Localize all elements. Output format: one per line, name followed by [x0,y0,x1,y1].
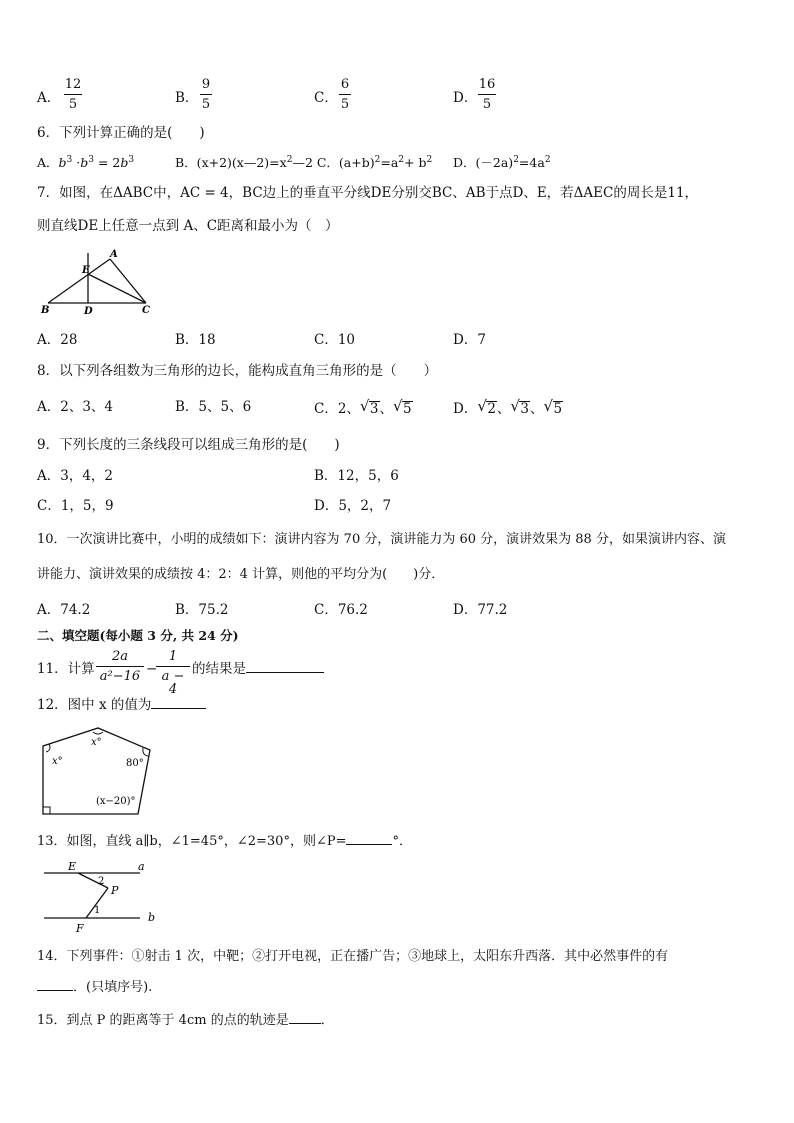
q5-option-d-label: D． [453,90,478,106]
numerator: 12 [64,77,82,92]
q8-option-d [453,401,563,417]
q6-options: A．$b^3 \cdot b^3 = 2b^3$ [37,155,135,170]
q6-option-c-tail: =a [380,155,399,170]
q10-option-a: A．74.2 [37,602,91,618]
q6-option-b-text: B．(x+2)(x—2)=x [175,155,287,170]
q11-fraction-1 [96,650,144,683]
angle-top-label: x° [91,737,102,748]
q5-option-b-label: B． [175,90,199,106]
q6-option-d: D．$(-2a)^2=4a^2$ [453,155,551,170]
q11-fraction-2 [156,650,190,696]
q10-option-c: C．76.2 [314,602,368,618]
vertex-b-label: B [41,305,50,316]
sqrt-3 [510,401,530,417]
q6-option-d-tail: =4a [518,155,545,170]
point-f-label: F [76,922,84,935]
numerator: 9 [201,77,211,92]
q15-stem: 15．到点 P 的距离等于 4cm 的点的轨迹是 [37,1013,289,1028]
q10-option-b: B．75.2 [175,602,229,618]
q12-pentagon-figure [38,724,158,820]
q11-minus: − [146,661,158,677]
separator: 、 [530,401,544,417]
q14-line1: 14．下列事件：①射击 1 次，中靶；②打开电视，正在播广告；③地球上，太阳东升西落．其中必然事件的有 [37,949,669,964]
q6-option-c-text: —2 C．(a+b) [292,155,375,170]
q5-option-c-label: C． [314,90,338,106]
section-2-title: 二、填空题(每小题 3 分, 共 24 分) [37,628,239,643]
q6-option-b-c: B．$(x+2)(x—2)=x^2—2$ C．$(a+b)^2=a^2+ b^2$ [175,155,433,170]
q7-option-c: C．10 [314,332,356,348]
q11-suffix-line [192,663,324,677]
denominator: 5 [68,97,78,112]
angle-right-label: 80° [126,758,144,769]
sqrt-3 [360,401,380,417]
denominator: 5 [340,97,350,112]
angle-bottom-label: (x−20)° [96,796,136,807]
q5-option-c-fraction [339,78,351,111]
point-p-label: P [111,884,119,897]
q13-stem-line [37,835,412,848]
q6-option-d-text: D．(－2a) [453,155,514,170]
q7-option-a: A．28 [37,332,78,348]
numerator: 16 [478,77,496,92]
q11-answer-blank[interactable] [246,671,324,673]
denominator: 5 [201,97,211,112]
denominator: 5 [482,97,492,112]
angle-1-label: 1 [94,905,101,916]
vertex-c-label: C [142,305,150,316]
denominator: a − 4 [161,669,185,697]
sqrt-5 [544,401,564,417]
separator: 、 [496,401,511,417]
q7-triangle-figure [38,247,158,317]
line-b-label: b [148,911,156,924]
vertex-a-label: A [110,249,118,260]
q8-option-a: A．2、3、4 [37,399,114,415]
q13-stem: 13．如图，直线 a∥b，∠1=45°，∠2=30°，则∠P= [37,834,347,849]
q13-suffix: °． [392,834,412,849]
q9-option-a: A．3，4，2 [37,468,114,484]
numerator: 1 [168,649,178,664]
sqrt-2 [477,401,497,417]
q12-stem: 12．图中 x 的值为 [37,697,152,713]
q9-option-b: B．12，5，6 [314,468,399,484]
line-a-label: a [138,860,145,873]
q15-answer-blank[interactable] [289,1022,321,1024]
angle-left-label: x° [52,756,63,767]
q14-line2: ．(只填序号). [73,980,153,995]
sqrt-5 [393,401,413,417]
q10-option-d: D．77.2 [453,602,508,618]
q9-option-c: C．1，5，9 [37,498,114,514]
q15-stem-line [37,1014,334,1027]
radicand: 5 [553,401,563,417]
radicand: 3 [369,401,379,417]
q9-stem: 9．下列长度的三条线段可以组成三角形的是( ) [37,437,340,453]
q13-parallel-lines-figure [40,855,165,935]
q8-option-c-prefix: C．2、 [314,401,360,417]
q12-answer-blank[interactable] [151,707,206,709]
q14-line2-wrap [37,981,152,994]
q6-stem: 6．下列计算正确的是( ) [37,125,205,141]
q5-option-a-label: A． [37,90,61,106]
q5-option-b-fraction [200,78,212,111]
q14-answer-blank[interactable] [37,989,73,991]
numerator: 2a [111,649,129,664]
vertex-e-label: E [82,265,90,276]
separator: 、 [379,401,394,417]
q13-answer-blank[interactable] [346,843,392,845]
q9-option-d: D．5，2，7 [314,498,392,514]
q10-line2: 讲能力、演讲效果的成绩按 4：2：4 计算，则他的平均分为( )分． [37,567,445,582]
radicand: 3 [520,401,530,417]
numerator: 6 [340,77,350,92]
q7-option-b: B．18 [175,332,216,348]
q7-line2: 则直线DE上任意一点到 A、C距离和最小为（ ） [37,218,339,234]
q7-line1: 7．如图，在ΔABC中，AC = 4，BC边上的垂直平分线DE分别交BC、AB于点D、E，若ΔAEC的周长是11， [37,185,699,201]
q6-option-c-plus: + b [404,155,427,170]
denominator: a²−16 [99,669,141,684]
q5-option-a-fraction [64,78,82,111]
q12-stem-line [37,699,206,713]
q5-option-d-fraction [478,78,496,111]
q8-option-c [314,401,413,417]
radicand: 5 [403,401,412,417]
q8-option-b: B．5、5、6 [175,399,252,415]
q15-suffix: ． [320,1013,334,1028]
q8-option-d-prefix: D． [453,401,478,417]
q6-option-a-label: A． [37,155,59,170]
q8-stem: 8．以下列各组数为三角形的边长，能构成直角三角形的是（ ） [37,363,438,379]
q10-line1: 10．一次演讲比赛中，小明的成绩如下：演讲内容为 70 分，演讲能力为 60 分，演讲效果为 88 分，如果演讲内容、演 [37,532,726,547]
q7-option-d: D．7 [453,332,486,348]
radicand: 2 [487,401,496,417]
point-e-label: E [68,860,77,873]
q11-suffix: 的结果是 [192,661,246,677]
angle-2-label: 2 [98,876,105,887]
q11-prefix: 11．计算 [37,661,95,677]
vertex-d-label: D [84,306,93,317]
